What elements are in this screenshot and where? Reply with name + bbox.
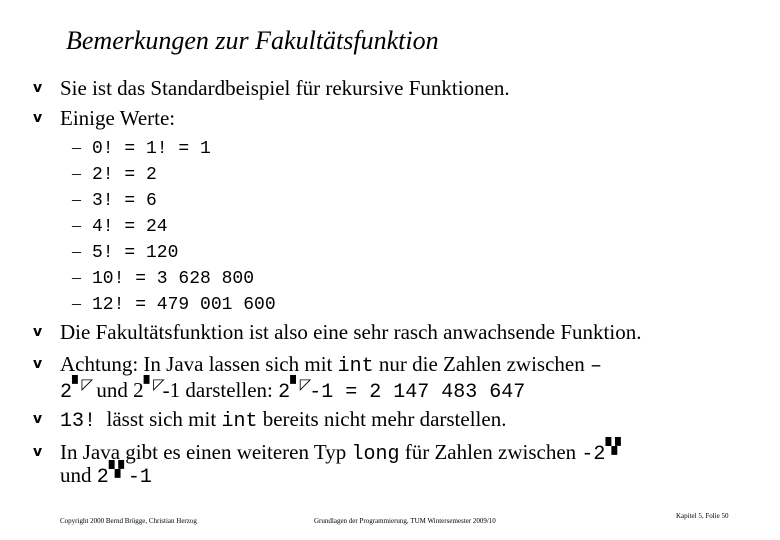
list-item: – 12! = 479 001 600 bbox=[72, 293, 276, 315]
bullet-1 bbox=[33, 74, 510, 102]
list-item: – 5! = 120 bbox=[72, 241, 179, 263]
bullet-2-text: Einige Werte: bbox=[60, 106, 176, 130]
v-bullet-icon: v bbox=[33, 356, 43, 372]
bullet-3 bbox=[33, 318, 642, 346]
exponent-symbol-icon: ▘◸ bbox=[72, 375, 92, 393]
code-long: long bbox=[351, 443, 400, 466]
bullet-5: v 13! lässt sich mit int bereits nicht mehr darstellen. bbox=[33, 407, 507, 433]
code-int: int bbox=[337, 355, 374, 378]
code-13-factorial: 13! bbox=[60, 410, 97, 433]
footer-copyright: Copyright 2000 Bernd Brügge, Christian Herzog bbox=[60, 517, 197, 525]
exponent-symbol-icon: ▘◸ bbox=[143, 375, 163, 393]
bullet-6-continued: und 2▚▘-1 bbox=[60, 460, 152, 489]
slide-title: Bemerkungen zur Fakultätsfunktion bbox=[66, 26, 439, 55]
list-item: – 2! = 2 bbox=[72, 163, 157, 185]
bullet-4: v Achtung: In Java lassen sich mit int nur die Zahlen zwischen – bbox=[33, 352, 602, 378]
exponent-symbol-icon: ▚▘ bbox=[108, 460, 128, 478]
list-item: – 10! = 3 628 800 bbox=[72, 267, 255, 289]
v-bullet-icon: v bbox=[33, 110, 43, 126]
footer-course: Grundlagen der Programmierung, TUM Wintersemester 2009/10 bbox=[314, 517, 496, 525]
v-bullet-icon: v bbox=[33, 80, 43, 96]
bullet-1-text: Sie ist das Standardbeispiel für rekursive Funktionen. bbox=[60, 76, 510, 100]
bullet-4-continued: 2▘◸ und 2▘◸-1 darstellen: 2▘◸-1 = 2 147 483 647 bbox=[60, 375, 526, 404]
footer-slide-number: Kapitel 5, Folie 50 bbox=[676, 512, 729, 520]
list-item: – 0! = 1! = 1 bbox=[72, 137, 211, 159]
bullet-2 bbox=[33, 104, 176, 132]
v-bullet-icon: v bbox=[33, 444, 43, 460]
code-int: int bbox=[221, 410, 258, 433]
bullet-6: v In Java gibt es einen weiteren Typ long für Zahlen zwischen -2▚▘ bbox=[33, 437, 625, 466]
v-bullet-icon: v bbox=[33, 411, 43, 427]
exponent-symbol-icon: ▚▘ bbox=[605, 437, 625, 455]
exponent-symbol-icon: ▘◸ bbox=[290, 375, 310, 393]
bullet-3-text: Die Fakultätsfunktion ist also eine sehr rasch anwachsende Funktion. bbox=[60, 320, 642, 344]
list-item: – 4! = 24 bbox=[72, 215, 168, 237]
v-bullet-icon: v bbox=[33, 324, 43, 340]
list-item: – 3! = 6 bbox=[72, 189, 157, 211]
